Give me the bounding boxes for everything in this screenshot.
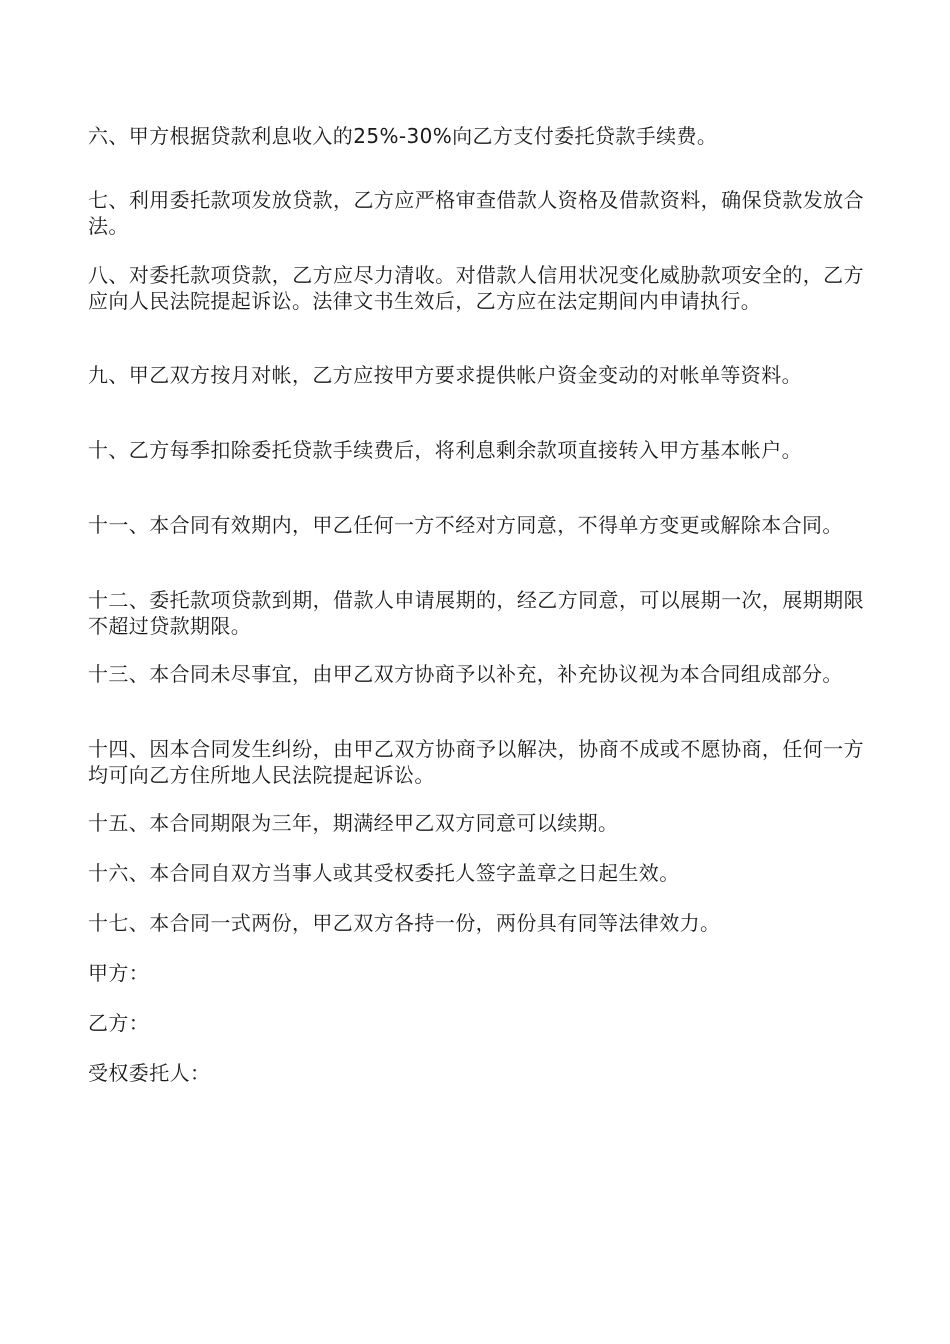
clause-16: 十六、本合同自双方当事人或其受权委托人签字盖章之日起生效。 [88,861,680,885]
clause-17: 十七、本合同一式两份，甲乙双方各持一份，两份具有同等法律效力。 [88,911,721,935]
clause-14: 十四、因本合同发生纠纷，由甲乙双方协商予以解决，协商不成或不愿协商，任何一方均可向乙方住所地人民法院提起诉讼。 [88,737,864,787]
agent-signature-label: 受权委托人： [88,1061,211,1085]
clause-9: 九、甲乙双方按月对帐，乙方应按甲方要求提供帐户资金变动的对帐单等资料。 [88,363,802,387]
clause-8: 八、对委托款项贷款，乙方应尽力清收。对借款人信用状况变化威胁款项安全的，乙方应向人民法院提起诉讼。法律文书生效后，乙方应在法定期间内申请执行。 [88,263,864,313]
party-a-signature-label: 甲方： [88,961,150,985]
clause-12: 十二、委托款项贷款到期，借款人申请展期的，经乙方同意，可以展期一次，展期期限不超过贷款期限。 [88,588,864,638]
clause-10: 十、乙方每季扣除委托贷款手续费后，将利息剩余款项直接转入甲方基本帐户。 [88,438,802,462]
clause-7: 七、利用委托款项发放贷款，乙方应严格审查借款人资格及借款资料，确保贷款发放合法。 [88,188,864,238]
clause-13: 十三、本合同未尽事宜，由甲乙双方协商予以补充，补充协议视为本合同组成部分。 [88,662,843,686]
party-b-signature-label: 乙方： [88,1011,150,1035]
clause-6: 六、甲方根据贷款利息收入的25%-30%向乙方支付委托贷款手续费。 [88,124,718,148]
clause-15: 十五、本合同期限为三年，期满经甲乙双方同意可以续期。 [88,811,619,835]
clause-11: 十一、本合同有效期内，甲乙任何一方不经对方同意，不得单方变更或解除本合同。 [88,513,843,537]
